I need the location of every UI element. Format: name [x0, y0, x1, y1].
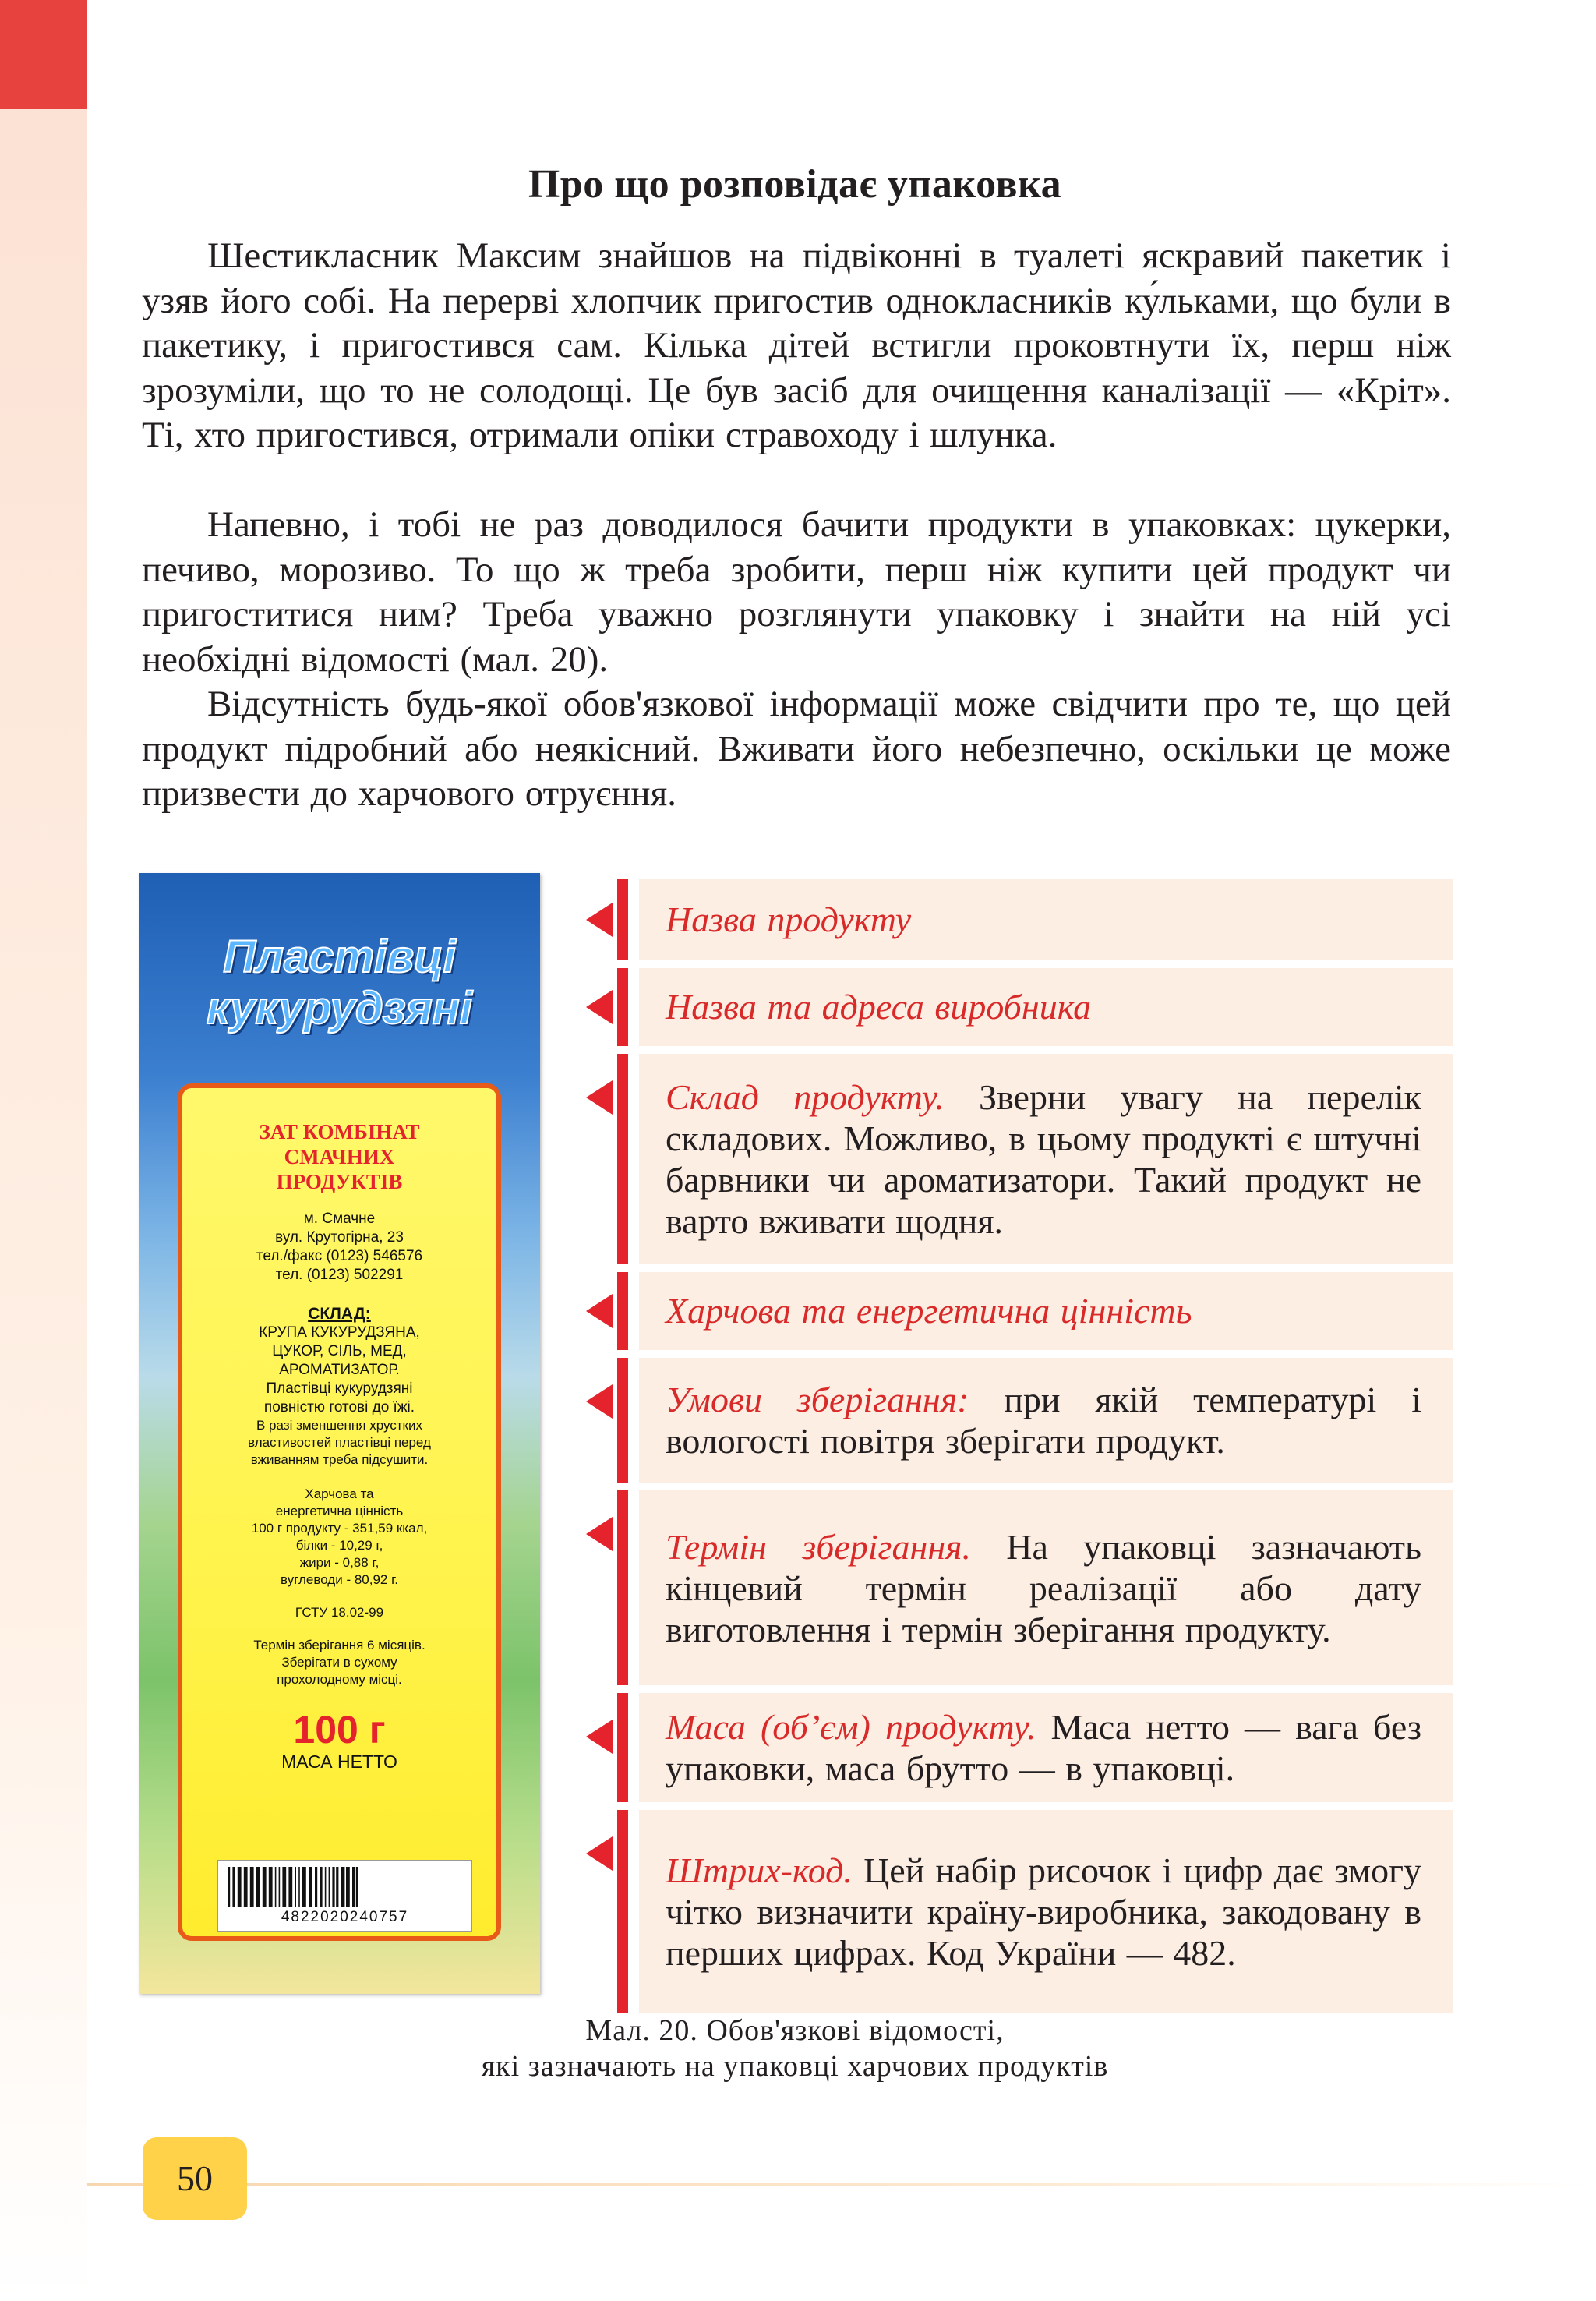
package-label-panel: [178, 1083, 501, 1941]
barcode-bar: [263, 1867, 267, 1907]
info-row: [639, 1272, 1453, 1350]
info-row-text: [666, 1076, 1421, 1242]
info-row-label: Назва та адреса виробника: [666, 987, 1092, 1027]
barcode-bar: [295, 1867, 296, 1907]
barcode-bar: [341, 1867, 345, 1907]
info-row-bar: [617, 1272, 628, 1350]
package-title: Пластівці кукурудзяні: [207, 931, 472, 1034]
paragraph-1: Шестикласник Максим знайшов на підвіконні в туалеті яскравий пакетик і узяв його собі. На перерві хлопчик пригостив однокласників ку́льками, що були в пакетику, і пригостився сам. Кілька дітей встигли проковтнути їх, перш ніж зрозуміли, що то не солодощі. Це був засіб для очищення каналізації — «Кріт». Ті, хто пригостився, отримали опіки стравоходу і шлунка.: [142, 235, 1451, 455]
pointer-arrow-icon: [586, 1080, 613, 1115]
package-nutrition: Харчова та енергетична цінність 100 г продукту - 351,59 ккал, білки - 10,29 г, жири - 0,88 г, вуглеводи - 80,92 г.: [251, 1486, 428, 1587]
figure-caption: [234, 2013, 1356, 2084]
barcode-bar: [282, 1867, 286, 1907]
pointer-arrow-icon: [586, 903, 613, 937]
barcode-bars: [226, 1867, 464, 1910]
side-red-tab: [0, 0, 87, 109]
package-address: м. Смачне вул. Крутогірна, 23 тел./факс (0123) 546576 тел. (0123) 502291: [256, 1211, 423, 1283]
info-row-label: Умови зберігання:: [666, 1380, 969, 1419]
barcode-bar: [244, 1867, 248, 1907]
info-row-label: Штрих-код.: [666, 1850, 853, 1890]
barcode-bar: [352, 1867, 355, 1907]
pointer-arrow-icon: [586, 1294, 613, 1328]
info-row-bar: [617, 1054, 628, 1264]
info-row-body: Зверни увагу на перелік складових. Можливо, в цьому продукті є штучні барвники чи ароматизатори. Такий продукт не варто вживати щодня.: [666, 1077, 1421, 1241]
paragraph-3: Відсутність будь-якої обов'язкової інформації може свідчити про те, що цей продукт підробний або неякісний. Вживати його небезпечно, оскільки це може призвести до харчового отруєння.: [142, 684, 1451, 814]
barcode-bar: [232, 1867, 235, 1907]
barcode-bar: [228, 1867, 230, 1907]
info-row-label: Назва продукту: [666, 900, 912, 939]
info-row-text: [666, 1379, 1421, 1462]
barcode-bar: [309, 1867, 312, 1907]
info-row-text: [666, 902, 1421, 938]
info-row-body: Цей набір рисочок і цифр дає змогу чітко визначити країну-виробника, закодовану в перших цифрах. Код України — 482.: [666, 1850, 1421, 1973]
info-row: [639, 1490, 1453, 1685]
info-row-body: при якій температурі і вологості повітря зберігати продукт.: [666, 1380, 1421, 1461]
info-row-text: [666, 1526, 1421, 1650]
info-row: [639, 1358, 1453, 1483]
info-row: [639, 879, 1453, 960]
caption-line-2: які зазначають на упаковці харчових продуктів: [481, 2050, 1109, 2083]
package-maker: ЗАТ КОМБІНАТ СМАЧНИХ ПРОДУКТІВ: [259, 1120, 420, 1193]
barcode-bar: [356, 1867, 358, 1907]
info-row-text: [666, 1706, 1421, 1789]
barcode-bar: [250, 1867, 254, 1907]
info-row-label: Термін зберігання.: [666, 1526, 972, 1567]
pointer-arrow-icon: [586, 1720, 613, 1754]
package-net-label: МАСА НЕТТО: [281, 1751, 397, 1772]
package-standard: ГСТУ 18.02-99: [295, 1605, 384, 1620]
barcode-bar: [329, 1867, 330, 1907]
pointer-arrow-icon: [586, 990, 613, 1024]
package-composition: КРУПА КУКУРУДЗЯНА, ЦУКОР, СІЛЬ, МЕД, АРОМАТИЗАТОР. Пластівці кукурудзяні повністю готові до їжі.: [259, 1324, 420, 1416]
barcode-bar: [315, 1867, 317, 1907]
info-row-body: Маса нетто — вага без упаковки, маса брутто — в упаковці.: [666, 1707, 1421, 1788]
info-row-text: [666, 1293, 1421, 1329]
info-row-label: Склад продукту.: [666, 1077, 945, 1117]
info-row-bar: [617, 1810, 628, 2013]
barcode-bar: [256, 1867, 260, 1907]
side-decor-strip: [0, 0, 87, 2301]
barcode-bar: [269, 1867, 273, 1907]
barcode-bar: [332, 1867, 334, 1907]
barcode-number: 4822020240757: [218, 1909, 471, 1926]
footer-line: [87, 2183, 1596, 2186]
barcode-bar: [279, 1867, 281, 1907]
info-row-bar: [617, 879, 628, 960]
pointer-arrow-icon: [586, 1384, 613, 1419]
barcode-bar: [325, 1867, 327, 1907]
page-number: 50: [143, 2137, 247, 2220]
barcode-bar: [320, 1867, 322, 1907]
barcode-bar: [288, 1867, 292, 1907]
pointer-arrow-icon: [586, 1517, 613, 1551]
barcode-bar: [275, 1867, 277, 1907]
info-row-bar: [617, 1358, 628, 1483]
pointer-arrow-icon: [586, 1836, 613, 1871]
barcode-bar: [298, 1867, 300, 1907]
info-row-text: [666, 1850, 1421, 1974]
info-row: [639, 1693, 1453, 1802]
barcode-bar: [336, 1867, 338, 1907]
info-row-text: [666, 989, 1421, 1025]
barcode-bar: [346, 1867, 350, 1907]
barcode-bar: [302, 1867, 306, 1907]
paragraph-2: Напевно, і тобі не раз доводилося бачити продукти в упаковках: цукерки, печиво, морозиво. То що ж треба зробити, перш ніж купити цей продукт чи пригоститися ним? Треба уважно розглянути упаковку і знайти на ній усі необхідні відомості (мал. 20).: [142, 504, 1451, 680]
info-row-label: Харчова та енергетична цінність: [666, 1291, 1192, 1331]
info-row-bar: [617, 1490, 628, 1685]
barcode: [217, 1860, 472, 1932]
info-row-body: На упаковці зазначають кінцевий термін реалізації або дату виготовлення і термін зберігання продукту.: [666, 1526, 1421, 1649]
info-row: [639, 1054, 1453, 1264]
package-storage: Термін зберігання 6 місяців. Зберігати в сухому прохолодному місці.: [253, 1638, 425, 1687]
caption-line-1: Мал. 20. Обов'язкові відомості,: [585, 2014, 1005, 2047]
package-composition-head: СКЛАД:: [308, 1305, 371, 1323]
info-row-label: Маса (об’єм) продукту.: [666, 1707, 1036, 1747]
info-row-bar: [617, 1693, 628, 1802]
package-weight: 100 г: [293, 1708, 386, 1751]
info-row: [639, 1810, 1453, 2013]
info-row: [639, 968, 1453, 1046]
package-note: В разі зменшення хрустких властивостей пластівці перед вживанням треба підсушити.: [248, 1418, 431, 1467]
cereal-package-image: [139, 873, 540, 1994]
section-title: Про що розповідає упаковка: [528, 161, 1062, 207]
info-row-bar: [617, 968, 628, 1046]
barcode-bar: [238, 1867, 242, 1907]
